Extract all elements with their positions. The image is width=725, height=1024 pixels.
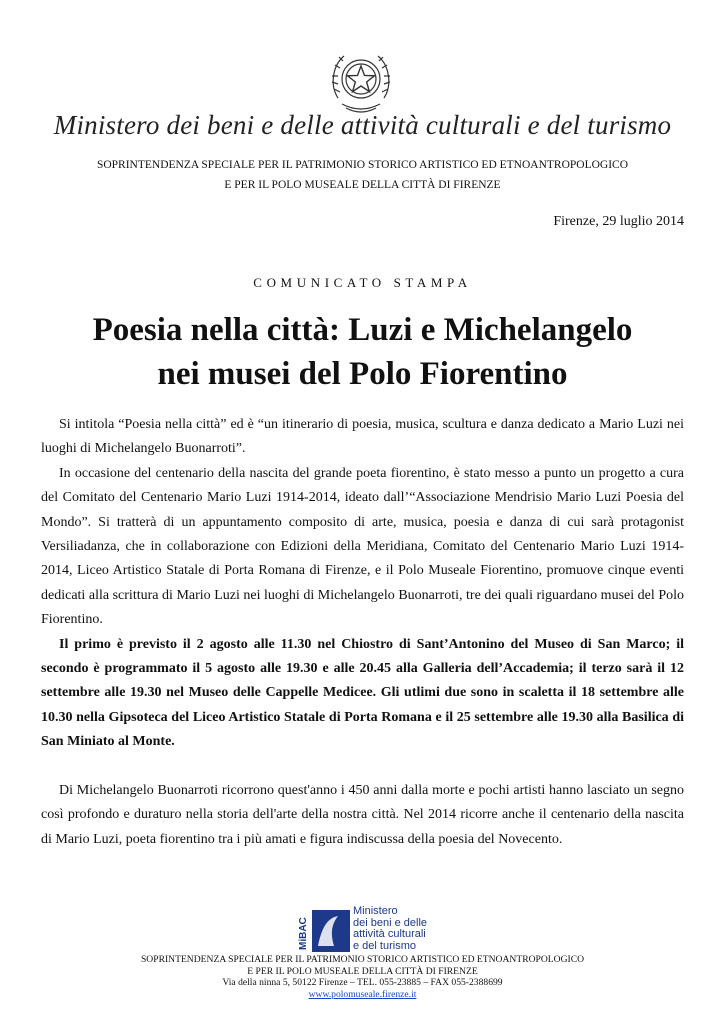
logo-line-4: e del turismo [353,939,416,952]
footer-line-1: SOPRINTENDENZA SPECIALE PER IL PATRIMONIO STORICO ARTISTICO ED ETNOANTROPOLOGICO [140,954,585,965]
logo-line-2: dei beni e delle [353,916,428,929]
mibac-logo-mark-text: MiBAC [298,917,309,950]
mibac-logo-mark-icon [298,906,350,954]
soprintendenza-line-2: E PER IL POLO MUSEALE DELLA CITTÀ DI FIRENZE [224,179,501,191]
logo-line-3: attività culturali [353,928,426,941]
page-footer [0,954,725,1000]
paragraph-4: Di Michelangelo Buonarroti ricorrono quest'anno i 450 anni dalla morte e pochi artisti hanno lasciato un segno così profondo e duraturo nella storia dell'arte della nostra città. Nel 2014 ricorre anche il centenario della nascita di Mario Luzi, poeta fiorentino tra i più amati e figura indiscussa della poesia del Novecento. [41,782,684,847]
logo-line-1: Ministero [353,905,398,917]
footer-line-2: E PER IL POLO MUSEALE DELLA CITTÀ DI FIRENZE [247,965,478,977]
paragraph-3: Il primo è previsto il 2 agosto alle 11.30 nel Chiostro di Sant’Antonino del Museo di San Marco; il secondo è programmato il 5 agosto alle 19.30 e alle 20.45 alla Galleria dell’Accademia; il terzo sarà il 12 settembre alle 19.30 nel Museo delle Cappelle Medicee. Gli utlimi due sono in scaletta il 18 settembre alle 10.30 nella Gipsoteca del Liceo Artistico Statale di Porta Romana e il 25 settembre alle 19.30 alla Basilica di San Miniato al Monte. [41,636,684,750]
logo-text [353,906,427,952]
footer-line-3: Via della ninna 5, 50122 Firenze – TEL. 055-23885 – FAX 055-2388699 [222,977,503,989]
press-release-label: COMUNICATO STAMPA [253,275,472,290]
italian-republic-emblem-icon [328,46,394,116]
soprintendenza-line-1: SOPRINTENDENZA SPECIALE PER IL PATRIMONIO STORICO ARTISTICO ED ETNOANTROPOLOGICO [96,159,629,171]
paragraph-2: In occasione del centenario della nascita del grande poeta fiorentino, è stato messo a punto un progetto a cura del Comitato del Centenario Mario Luzi 1914-2014, ideato dall’“Associazione Mendrisio Mario Luzi Poesia del Mondo”. Si tratterà di un appuntamento composito di arte, musica, poesia e danza di cui sarà protagonist Versiliadanza, che in collaborazione con Edizioni della Meridiana, Comitato del Centenario Mario Luzi 1914-2014, Liceo Artistico Statale di Porta Romana di Firenze, e il Polo Museale Fiorentino, promuove cinque eventi dedicati alla scrittura di Mario Luzi nei luoghi di Michelangelo Buonarroti, tre dei quali riguardano musei del Polo Fiorentino. [41,465,684,628]
title-line-2: nei musei del Polo Fiorentino [157,356,568,392]
date-line: Firenze, 29 luglio 2014 [553,214,684,229]
paragraph-1: Si intitola “Poesia nella città” ed è “un itinerario di poesia, musica, scultura e danza dedicato a Mario Luzi nei luoghi di Michelangelo Buonarroti”. [41,417,684,457]
page-title [0,308,725,396]
footer-website-link[interactable]: www.polomuseale.firenze.it [308,988,417,1000]
mibac-logo [298,906,430,954]
ministry-name: Ministero dei beni e delle attività culturali e del turismo [53,110,672,140]
article-body [41,413,684,852]
title-line-1: Poesia nella città: Luzi e Michelangelo [92,312,633,348]
